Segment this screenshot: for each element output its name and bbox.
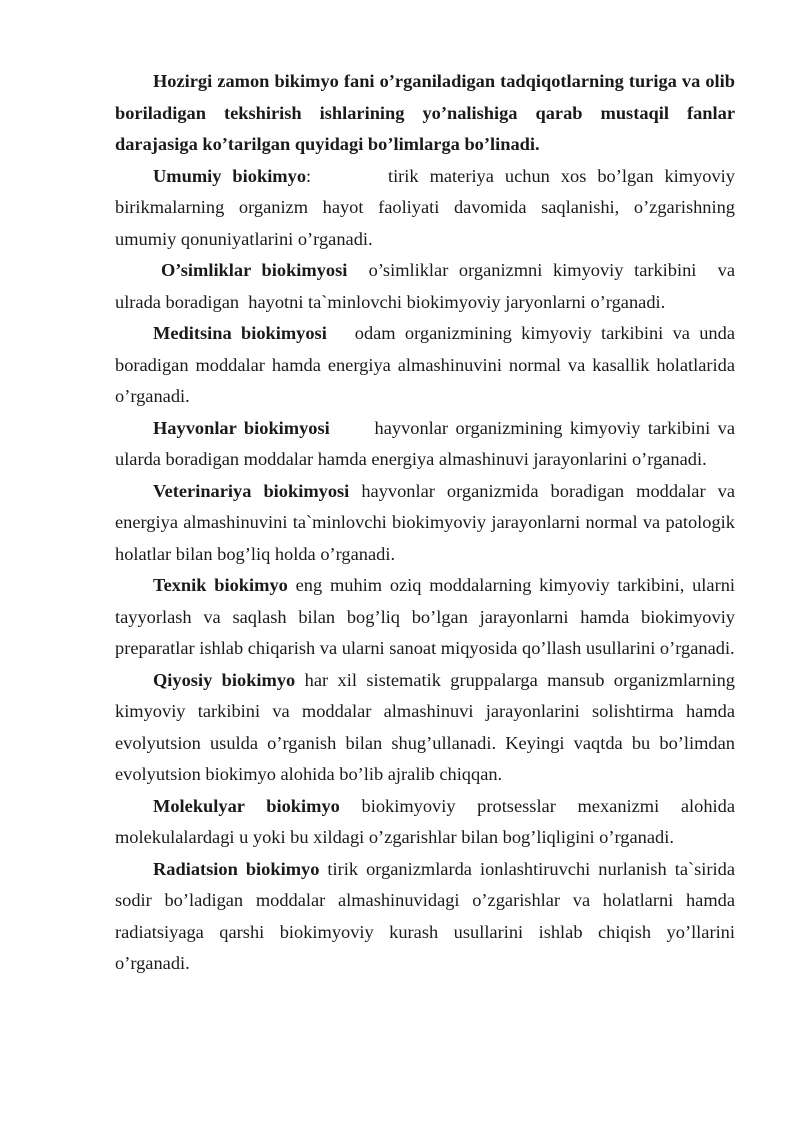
section-term: Veterinariya biokimyosi — [153, 480, 350, 501]
section-text: odam organizmining kimyoviy tarkibini va unda boradigan moddalar hamda energiya almashinuvini normal va kasallik holatlarida o’rganadi. — [115, 323, 740, 406]
section-texnik-biokimyo — [115, 570, 735, 665]
section-molekulyar-biokimyo — [115, 791, 735, 854]
document-page — [115, 66, 740, 980]
section-text: hayvonlar organizmida boradigan moddalar va energiya almashinuvini ta`minlovchi biokimyoviy jarayonlarni normal va patologik holatlar bilan bog’liq holda o’rganadi. — [115, 480, 735, 564]
section-term: O’simliklar biokimyosi — [161, 260, 348, 280]
section-text: o’simliklar organizmni kimyoviy tarkibini va ulrada boradigan hayotni ta`minlovchi biokimyoviy jaryonlarni o’rganadi. — [115, 260, 740, 312]
section-veterinariya-biokimyosi — [115, 476, 735, 571]
section-osimliklar-biokimyosi — [115, 255, 740, 318]
section-radiatsion-biokimyo — [115, 854, 735, 980]
section-term: Radiatsion biokimyo — [153, 858, 320, 879]
section-hayvonlar-biokimyosi — [115, 413, 740, 476]
intro-paragraph: Hozirgi zamon bikimyo fani o’rganiladigan tadqiqotlarning turiga va olib boriladigan tekshirish ishlarining yo’nalishiga qarab mustaqil fanlar darajasiga ko’tarilgan quyidagi bo’limlarga bo’linadi. — [115, 71, 735, 154]
section-meditsina-biokimyosi — [115, 318, 740, 413]
section-term: Molekulyar biokimyo — [153, 795, 340, 816]
section-text: hayvonlar organizmining kimyoviy tarkibini va ularda boradigan moddalar hamda energiya almashinuvi jarayonlarini o’rganadi. — [115, 417, 740, 469]
section-term: Meditsina biokimyosi — [153, 323, 327, 343]
section-term: Qiyosiy biokimyo — [153, 669, 296, 690]
section-umumiy-biokimyo — [115, 161, 740, 256]
section-text: har xil sistematik gruppalarga mansub organizmlarning kimyoviy tarkibini va moddalar almashinuvi jarayonlarini solishtirma hamda evolyutsion usulda o’rganish bilan shug’ullanadi. Keyingi vaqtda bu bo’limdan evolyutsion biokimyo alohida bo’lib ajralib chiqqan. — [115, 669, 735, 784]
section-text: biokimyoviy protsesslar mexanizmi alohida molekulalardagi u yoki bu xildagi o’zgarishlar bilan bog’liqligini o’rganadi. — [115, 795, 735, 847]
section-text: tirik organizmlarda ionlashtiruvchi nurlanish ta`sirida sodir bo’ladigan moddalar almashinuvidagi o’zgarishlar va holatlarni hamda radiatsiyaga qarshi biokimyoviy kurash usullarini ishlab chiqish yo’llarini o’rganadi. — [115, 858, 735, 973]
section-term: Texnik biokimyo — [153, 575, 288, 595]
section-term: Hayvonlar biokimyosi — [153, 417, 330, 438]
section-qiyosiy-biokimyo — [115, 665, 735, 791]
section-text: eng muhim oziq moddalarning kimyoviy tarkibini, ularni tayyorlash va saqlash bilan bog’liq bo’lgan jarayonlarni hamda biokimyoviy preparatlar ishlab chiqarish va ularni sanoat miqyosida qo’llash usullarini o’rganadi. — [115, 575, 735, 658]
section-text: : tirik materiya uchun xos bo’lgan kimyoviy birikmalarning organizm hayot faoliyati davomida saqlanishi, o’zgarishning umumiy qonuniyatlarini o’rganadi. — [115, 165, 740, 249]
section-term: Umumiy biokimyo — [153, 165, 307, 186]
